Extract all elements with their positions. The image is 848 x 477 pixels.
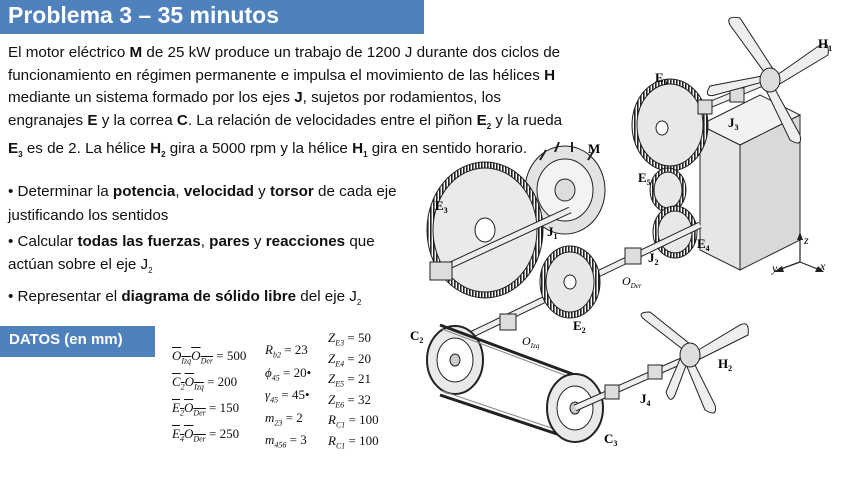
label-j1: $J_1$ [547, 224, 558, 241]
label-h2: $H_2$ [718, 356, 733, 373]
datos-teeth: $Z_{E6} = 32$ [328, 391, 371, 410]
statement-bold: $H_1$ [352, 140, 368, 160]
statement-text: y la rueda [491, 111, 563, 129]
mechanism-figure [400, 0, 848, 477]
gear-e5 [650, 168, 686, 212]
label-j4: $J_4$ [640, 391, 651, 408]
label-e5: $E_5$ [638, 170, 651, 187]
statement-bold: M [129, 44, 143, 61]
statement-bold: H [544, 66, 556, 84]
task-item-2: • Calcular todas las fuerzas, pares y reacciones que actúan sobre el eje $J_2$ [8, 232, 375, 276]
statement-text: es de 2. La hélice [22, 140, 151, 158]
statement-bold: $E_3$ [8, 140, 23, 160]
page-title: Problema 3 – 35 minutos [8, 2, 279, 28]
propeller-h2 [641, 312, 748, 413]
label-c3: $C_3$ [604, 431, 618, 448]
statement-text: gira en sentido horario. [367, 140, 528, 158]
statement-bold: E [87, 111, 98, 129]
axis-x-label: x [820, 259, 826, 273]
statement-text: y la correa [97, 111, 177, 129]
statement-text: . La relación de velocidades entre el piñon [187, 111, 477, 129]
datos-dimension: $E_2O_{Der} = 150$ [172, 400, 240, 418]
statement-bold: C [176, 111, 188, 129]
label-j3: $J_3$ [728, 115, 739, 132]
statement-bold: J [294, 89, 303, 107]
datos-dimension: $E_4O_{Der} = 250$ [172, 426, 240, 444]
pulley-c2 [427, 326, 483, 394]
datos-dimension: $C_2O_{Izq} = 200$ [172, 374, 238, 392]
datos-teeth: $Z_{E3} = 50$ [328, 330, 371, 348]
label-m: M [588, 141, 601, 156]
datos-parameter: $m_{456} = 3$ [265, 432, 307, 450]
label-c2: $C_2$ [410, 328, 424, 345]
axis-y-label: y [772, 261, 778, 275]
gear-e6 [632, 79, 708, 171]
task-item-1: • Determinar la potencia, velocidad y torsor de cada eje justificando los sentidos [8, 183, 397, 224]
datos-parameter: $R_{b2} = 23$ [265, 342, 308, 360]
datos-teeth: $R_{C1} = 100$ [328, 432, 379, 451]
datos-parameter: $m_{23} = 2$ [265, 409, 303, 428]
label-e3: $E_3$ [435, 198, 448, 215]
label-o-izq: $O_{Izq}$ [522, 334, 540, 350]
datos-teeth: $Z_{E4} = 20$ [328, 350, 371, 369]
task-list [8, 180, 418, 315]
task-item-3: • Representar el diagrama de sólido libre del eje $J_2$ [8, 288, 362, 308]
datos-header [0, 326, 155, 357]
statement-text: de 25 kW produce un trabajo de 1200 J durante dos ciclos de funcionamiento en régimen permanente e impulsa el movimiento de las hélices [8, 44, 561, 84]
datos-parameter: $\phi_{45}$ = 20• [265, 364, 312, 383]
datos-teeth: $Z_{E5} = 21$ [328, 371, 371, 389]
label-j2: $J_2$ [648, 250, 659, 267]
label-e2: $E_2$ [573, 318, 586, 335]
datos-parameter: $\gamma_{45}$ = 45• [265, 387, 310, 405]
statement-bold: $E_2$ [476, 111, 492, 131]
statement-bold: $H_2$ [150, 140, 166, 160]
datos-label: DATOS (en mm) [9, 331, 123, 348]
statement-text: mediante un sistema formado por los ejes [8, 89, 295, 107]
datos-teeth: $R_{C1} = 100$ [328, 412, 379, 430]
label-e4: $E_4$ [697, 236, 710, 253]
axis-z-label: z [804, 233, 809, 247]
statement-text: El motor eléctrico [8, 44, 130, 61]
label-h1: $H_1$ [818, 36, 833, 53]
label-o-der: $O_{Der}$ [622, 274, 642, 290]
statement-text: gira a 5000 rpm y la hélice [165, 140, 353, 158]
gear-e2 [540, 246, 600, 318]
datos-dimension: $O_{Izq}O_{Der} = 500$ [172, 348, 247, 366]
title-bar [0, 0, 424, 34]
statement-text: , sujetos por rodamientos, los engranajes [8, 89, 502, 129]
label-e6: $E_6$ [655, 70, 668, 87]
